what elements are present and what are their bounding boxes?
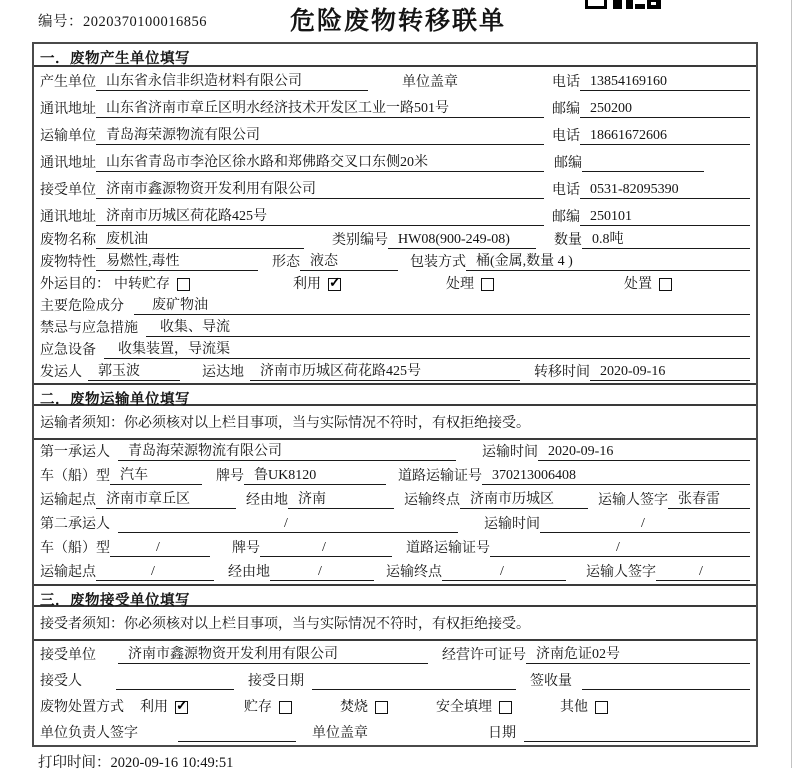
- row-waste-traits: [34, 251, 756, 273]
- disposal-incinerate-checkbox: [375, 701, 388, 714]
- route1-sign-value: 张春雷: [668, 492, 750, 509]
- disposal-landfill-label: 安全填埋: [436, 700, 492, 715]
- road-license1-label: 道路运输证号: [398, 469, 482, 484]
- transfer-time-label: 转移时间: [534, 365, 590, 380]
- received-qty-label: 签收量: [530, 674, 572, 689]
- taboo-label: 禁忌与应急措施: [40, 321, 138, 336]
- transporter-label: 运输单位: [40, 129, 96, 144]
- disposal-option-utilize: [140, 696, 188, 716]
- equipment-value: 收集装置，导流渠: [104, 342, 750, 359]
- producer-phone-label: 电话: [552, 75, 580, 90]
- producer-name-value: 山东省永信非织造材料有限公司: [96, 74, 368, 91]
- plate2-value: /: [260, 540, 392, 557]
- waste-name-value: 废机油: [96, 232, 304, 249]
- producer-address-label: 通讯地址: [40, 102, 96, 117]
- receiver-zip-value: 250101: [580, 209, 750, 226]
- print-time-value: 2020-09-16 10:49:51: [110, 755, 234, 771]
- transporter-address-value: 山东省青岛市李沧区徐水路和郑佛路交叉口东侧20米: [96, 155, 544, 172]
- producer-address-value: 山东省济南市章丘区明水经济技术开发区工业一路501号: [96, 101, 544, 118]
- disposal-label: 废物处置方式: [40, 700, 124, 715]
- waste-code-value: HW08(900-249-08): [388, 232, 536, 249]
- carrier2-time-label: 运输时间: [484, 517, 540, 532]
- row-responsible-sign: [34, 719, 756, 745]
- acceptor-label: 接受人: [40, 674, 82, 689]
- serial-value: 2020370100016856: [83, 14, 207, 30]
- purpose-option-treat-label: 处理: [446, 277, 474, 292]
- transfer-time-value: 2020-09-16: [590, 364, 750, 381]
- row-route2: [34, 560, 756, 584]
- accept-unit-label: 接受单位: [40, 648, 96, 663]
- purpose-option-treat: [446, 273, 494, 293]
- purpose-option-transfer: [114, 273, 190, 293]
- row-receiver-address: [34, 202, 756, 229]
- manifest-form: [32, 42, 758, 747]
- purpose-option-dispose: [624, 273, 672, 293]
- disposal-option-incinerate: [340, 696, 388, 716]
- carrier1-label: 第一承运人: [40, 445, 110, 460]
- treat-checkbox: [481, 278, 494, 291]
- row-vehicle1: [34, 464, 756, 488]
- row-acceptor: [34, 667, 756, 693]
- row-vehicle2: [34, 536, 756, 560]
- row-producer: [34, 67, 756, 94]
- page-title: 危险废物转移联单: [289, 8, 506, 35]
- vehicle1-label: 车（船）型: [40, 469, 110, 484]
- waste-qty-value: 0.8吨: [582, 232, 750, 249]
- road-license2-value: /: [490, 540, 750, 557]
- route2-via-label: 经由地: [228, 565, 270, 580]
- purpose-option-utilize-label: 利用: [293, 277, 321, 292]
- route1-via-label: 经由地: [246, 493, 288, 508]
- row-producer-address: [34, 94, 756, 121]
- utilize-checkbox: [328, 278, 341, 291]
- receiver-zip-label: 邮编: [552, 210, 580, 225]
- responsible-sign-value: [178, 726, 296, 742]
- transporter-phone-value: 18661672606: [580, 128, 750, 145]
- receiver-phone-value: 0531-82095390: [580, 182, 750, 199]
- vehicle2-value: /: [110, 540, 210, 557]
- accept-date-value: [312, 674, 516, 690]
- section1-title: 一．废物产生单位填写: [34, 44, 756, 67]
- row-accept-unit: [34, 641, 756, 667]
- producer-zip-value: 250200: [580, 101, 750, 118]
- waste-qty-label: 数量: [554, 233, 582, 248]
- disposal-option-other: [560, 696, 608, 716]
- carrier2-label: 第二承运人: [40, 517, 110, 532]
- permit-label: 经营许可证号: [442, 648, 526, 663]
- sign-date-value: [524, 726, 750, 742]
- row-hazard: [34, 295, 756, 317]
- receiver-address-label: 通讯地址: [40, 210, 96, 225]
- disposal-landfill-checkbox: [499, 701, 512, 714]
- row-route1: [34, 488, 756, 512]
- destination-label: 运达地: [202, 365, 244, 380]
- receiver-name-value: 济南市鑫源物资开发利用有限公司: [96, 182, 544, 199]
- vehicle1-value: 汽车: [110, 468, 202, 485]
- row-waste-name: [34, 229, 756, 251]
- route2-sign-value: /: [656, 564, 750, 581]
- sign-date-label: 日期: [488, 726, 516, 741]
- route2-end-label: 运输终点: [386, 565, 442, 580]
- dispatcher-label: 发运人: [40, 365, 82, 380]
- waste-pack-value: 桶(金属,数量 4 ): [466, 254, 750, 271]
- waste-form-value: 液态: [300, 254, 398, 271]
- section2-notice: 运输者须知：你必须核对以上栏目事项，当与实际情况不符时，有权拒绝接受。: [34, 406, 756, 440]
- purpose-label: 外运目的：: [40, 277, 110, 292]
- plate1-value: 鲁UK8120: [244, 468, 386, 485]
- section3-title: 三．废物接受单位填写: [34, 584, 756, 607]
- disposal-utilize-checkbox: [175, 701, 188, 714]
- producer-zip-label: 邮编: [552, 102, 580, 117]
- row-equipment: [34, 339, 756, 361]
- waste-form-label: 形态: [272, 255, 300, 270]
- print-time-line: [38, 751, 233, 772]
- waste-code-label: 类别编号: [332, 233, 388, 248]
- row-dispatch: [34, 361, 756, 383]
- carrier1-value: 青岛海荣源物流有限公司: [118, 444, 456, 461]
- road-license2-label: 道路运输证号: [406, 541, 490, 556]
- waste-name-label: 废物名称: [40, 233, 96, 248]
- route2-start-value: /: [96, 564, 214, 581]
- purpose-option-dispose-label: 处置: [624, 277, 652, 292]
- row-disposal: [34, 693, 756, 719]
- route1-via-value: 济南: [288, 492, 394, 509]
- disposal-store-checkbox: [279, 701, 292, 714]
- serial-label: 编号：: [38, 14, 83, 30]
- hazard-label: 主要危险成分: [40, 299, 124, 314]
- plate2-label: 牌号: [232, 541, 260, 556]
- received-qty-value: [582, 674, 750, 690]
- vehicle2-label: 车（船）型: [40, 541, 110, 556]
- waste-pack-label: 包装方式: [410, 255, 466, 270]
- row-carrier2: [34, 512, 756, 536]
- receiver-phone-label: 电话: [552, 183, 580, 198]
- receiver-label: 接受单位: [40, 183, 96, 198]
- transporter-address-label: 通讯地址: [40, 156, 96, 171]
- disposal-incinerate-label: 焚烧: [340, 700, 368, 715]
- section2-title: 二．废物运输单位填写: [34, 383, 756, 406]
- carrier2-time-value: /: [540, 516, 750, 533]
- disposal-option-landfill: [436, 696, 512, 716]
- permit-value: 济南危证02号: [526, 647, 750, 664]
- route2-start-label: 运输起点: [40, 565, 96, 580]
- route2-via-value: /: [270, 564, 374, 581]
- taboo-value: 收集、导流: [146, 320, 750, 337]
- purpose-option-transfer-label: 中转贮存: [114, 277, 170, 292]
- route2-sign-label: 运输人签字: [586, 565, 656, 580]
- producer-phone-value: 13854169160: [580, 74, 750, 91]
- waste-traits-value: 易燃性,毒性: [96, 254, 258, 271]
- print-time-label: 打印时间：: [38, 755, 111, 771]
- row-taboo: [34, 317, 756, 339]
- section3-notice: 接受者须知：你必须核对以上栏目事项，当与实际情况不符时，有权拒绝接受。: [34, 607, 756, 641]
- row-purpose: [34, 273, 756, 295]
- transfer-storage-checkbox: [177, 278, 190, 291]
- carrier1-time-label: 运输时间: [482, 445, 538, 460]
- route2-end-value: /: [442, 564, 566, 581]
- route1-sign-label: 运输人签字: [598, 493, 668, 508]
- route1-start-value: 济南市章丘区: [96, 492, 236, 509]
- plate1-label: 牌号: [216, 469, 244, 484]
- carrier1-time-value: 2020-09-16: [538, 444, 750, 461]
- row-carrier1: [34, 440, 756, 464]
- route1-start-label: 运输起点: [40, 493, 96, 508]
- transporter-phone-label: 电话: [552, 129, 580, 144]
- transporter-name-value: 青岛海荣源物流有限公司: [96, 128, 544, 145]
- transporter-zip-label: 邮编: [554, 156, 582, 171]
- accept-unit-value: 济南市鑫源物资开发利用有限公司: [118, 647, 428, 664]
- seal-label: 单位盖章: [402, 75, 458, 90]
- row-transporter-address: [34, 148, 756, 175]
- row-transporter: [34, 121, 756, 148]
- destination-value: 济南市历城区荷花路425号: [250, 364, 520, 381]
- disposal-store-label: 贮存: [244, 700, 272, 715]
- dispatcher-value: 郭玉波: [88, 364, 180, 381]
- waste-traits-label: 废物特性: [40, 255, 96, 270]
- receiver-address-value: 济南市历城区荷花路425号: [96, 209, 544, 226]
- unit-seal-label: 单位盖章: [312, 726, 368, 741]
- transporter-zip-value: [582, 156, 704, 172]
- qr-code-fragment: [585, 0, 661, 9]
- purpose-option-utilize: [293, 273, 341, 293]
- route1-end-label: 运输终点: [404, 493, 460, 508]
- responsible-sign-label: 单位负责人签字: [40, 726, 138, 741]
- disposal-other-checkbox: [595, 701, 608, 714]
- row-receiver: [34, 175, 756, 202]
- acceptor-value: [116, 674, 234, 690]
- page-right-edge-line: [791, 0, 792, 768]
- producer-label: 产生单位: [40, 75, 96, 90]
- road-license1-value: 370213006408: [482, 468, 750, 485]
- equipment-label: 应急设备: [40, 343, 96, 358]
- accept-date-label: 接受日期: [248, 674, 304, 689]
- carrier2-value: /: [118, 516, 458, 533]
- disposal-option-store: [244, 696, 292, 716]
- route1-end-value: 济南市历城区: [460, 492, 588, 509]
- disposal-other-label: 其他: [560, 700, 588, 715]
- hazard-value: 废矿物油: [134, 298, 750, 315]
- dispose-checkbox: [659, 278, 672, 291]
- disposal-utilize-label: 利用: [140, 700, 168, 715]
